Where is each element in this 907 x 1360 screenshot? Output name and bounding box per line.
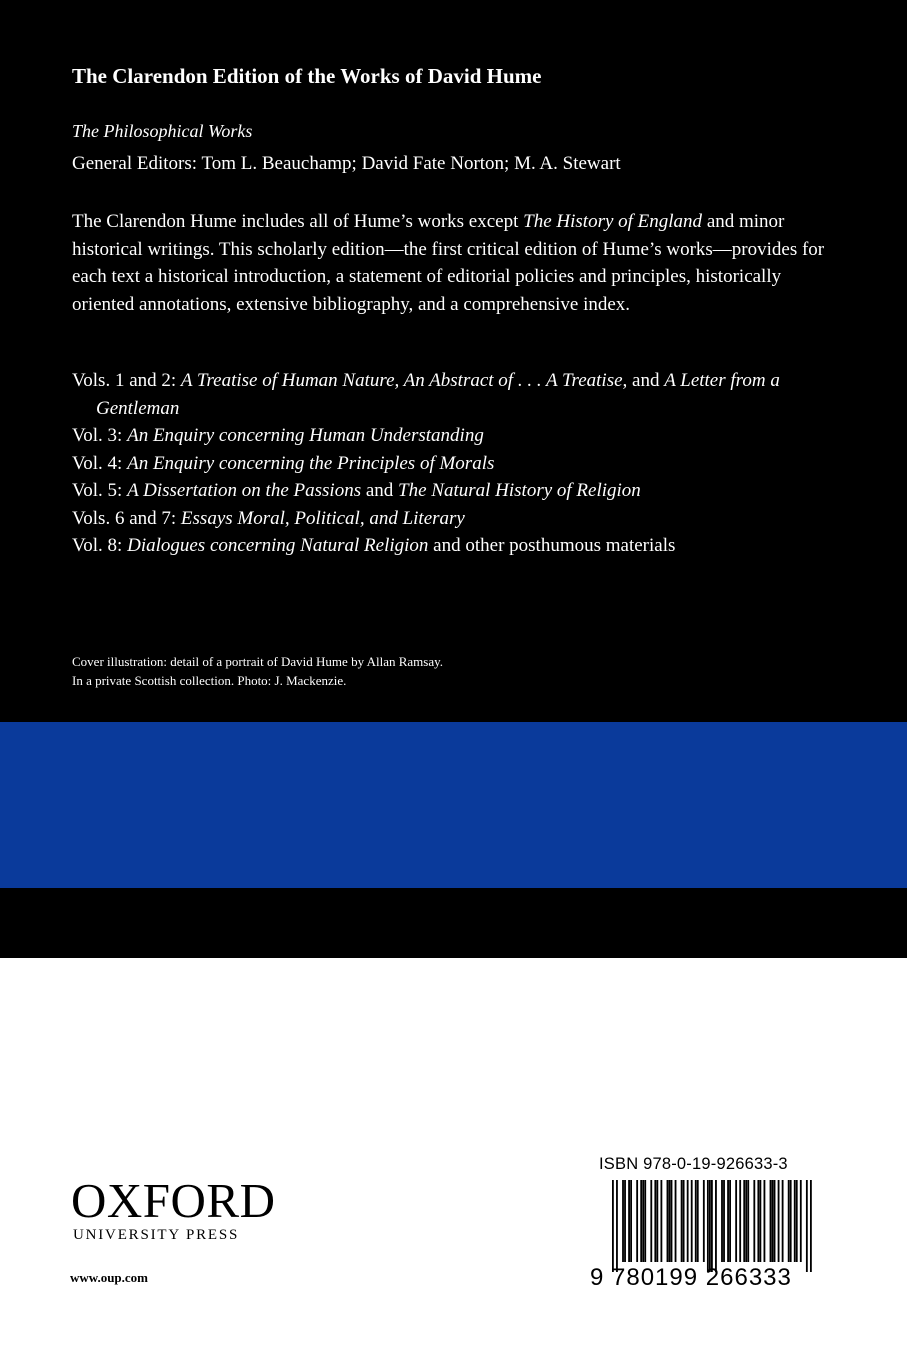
list-item: Vols. 6 and 7: Essays Moral, Political, and Literary xyxy=(72,507,465,529)
barcode-bar xyxy=(636,1180,638,1262)
barcode-bar xyxy=(707,1180,709,1272)
barcode-bar xyxy=(735,1180,737,1262)
barcode-bar xyxy=(757,1180,759,1262)
barcode-bar xyxy=(721,1180,723,1262)
barcode-bar xyxy=(743,1180,745,1262)
barcode-bar xyxy=(681,1180,683,1262)
barcode-bar xyxy=(770,1180,772,1262)
volume-list xyxy=(72,367,832,560)
series-subtitle: The Philosophical Works xyxy=(72,121,253,141)
barcode-bar xyxy=(616,1180,618,1272)
barcode-bar xyxy=(650,1180,652,1262)
barcode-bar xyxy=(697,1180,699,1262)
isbn-label: ISBN 978-0-19-926633-3 xyxy=(599,1155,788,1173)
barcode-bar xyxy=(703,1180,705,1262)
description-text-2: and minor historical writings. This scholarly edition—the first critical edition of Hume’s works—provides for each text a historical introduction, a statement of editorial policies and principles, historically oriented annotations, extensive bibliography, and a comprehensive index. xyxy=(72,211,825,315)
barcode-bar xyxy=(709,1180,711,1272)
barcode-bar xyxy=(669,1180,671,1262)
barcode-bar xyxy=(810,1180,812,1272)
list-item: Vol. 3: An Enquiry concerning Human Understanding xyxy=(72,425,484,446)
barcode-bar xyxy=(711,1180,713,1272)
list-item: Vol. 5: A Dissertation on the Passions and The Natural History of Religion xyxy=(72,480,641,501)
description-italic-title: The History of England xyxy=(523,211,703,232)
barcode-bar xyxy=(654,1180,656,1262)
barcode-bar xyxy=(723,1180,725,1262)
publisher-press: UNIVERSITY PRESS xyxy=(73,1227,240,1243)
barcode-bar xyxy=(727,1180,729,1262)
barcode-bar xyxy=(759,1180,761,1262)
barcode-bar xyxy=(687,1180,689,1262)
barcode-bar xyxy=(747,1180,749,1262)
barcode-bar xyxy=(667,1180,669,1262)
barcode-bar xyxy=(683,1180,685,1262)
barcode-bar xyxy=(774,1180,776,1262)
series-title: The Clarendon Edition of the Works of David Hume xyxy=(72,64,542,88)
barcode-bar xyxy=(772,1180,774,1262)
barcode xyxy=(590,1180,820,1291)
publisher-url: www.oup.com xyxy=(70,1270,149,1285)
barcode-bar xyxy=(675,1180,677,1262)
description-text-1: The Clarendon Hume includes all of Hume’s works except xyxy=(72,211,524,232)
description-paragraph xyxy=(72,208,832,318)
list-item: Vols. 1 and 2: A Treatise of Human Nature, An Abstract of . . . A Treatise, and A Letter from a Gentleman xyxy=(72,370,780,419)
list-item: Vol. 8: Dialogues concerning Natural Religion and other posthumous materials xyxy=(72,535,676,556)
barcode-bar xyxy=(644,1180,646,1262)
barcode-bar xyxy=(715,1180,717,1272)
barcode-bar xyxy=(622,1180,624,1262)
barcode-bar xyxy=(671,1180,673,1262)
barcode-bars xyxy=(612,1180,812,1272)
barcode-bar xyxy=(695,1180,697,1262)
barcode-bar xyxy=(796,1180,798,1262)
barcode-bar xyxy=(794,1180,796,1262)
barcode-bar xyxy=(764,1180,766,1262)
barcode-bar xyxy=(691,1180,693,1262)
general-editors: General Editors: Tom L. Beauchamp; David Fate Norton; M. A. Stewart xyxy=(72,153,621,174)
barcode-bar xyxy=(790,1180,792,1262)
barcode-bar xyxy=(739,1180,741,1262)
barcode-bar xyxy=(628,1180,630,1262)
barcode-bar xyxy=(800,1180,802,1262)
barcode-bar xyxy=(656,1180,658,1262)
list-item: Vol. 4: An Enquiry concerning the Principles of Morals xyxy=(72,452,495,474)
barcode-bar xyxy=(624,1180,626,1262)
barcode-bar xyxy=(642,1180,644,1262)
barcode-bar xyxy=(788,1180,790,1262)
barcode-bar xyxy=(745,1180,747,1262)
barcode-digits: 9 780199 266333 xyxy=(590,1264,792,1291)
cover-credit xyxy=(72,652,443,690)
barcode-bar xyxy=(630,1180,632,1262)
barcode-bar xyxy=(806,1180,808,1272)
barcode-bar xyxy=(753,1180,755,1262)
barcode-bar xyxy=(640,1180,642,1262)
black-panel-bottom xyxy=(0,888,907,958)
credit-line-2: In a private Scottish collection. Photo: J. Mackenzie. xyxy=(72,673,347,688)
blue-band xyxy=(0,722,907,888)
publisher-logo: OXFORD xyxy=(71,1173,276,1228)
barcode-bar xyxy=(782,1180,784,1262)
barcode-bar xyxy=(729,1180,731,1262)
barcode-bar xyxy=(612,1180,614,1272)
barcode-bar xyxy=(778,1180,780,1262)
barcode-bar xyxy=(660,1180,662,1262)
credit-line-1: Cover illustration: detail of a portrait of David Hume by Allan Ramsay. xyxy=(72,654,444,669)
